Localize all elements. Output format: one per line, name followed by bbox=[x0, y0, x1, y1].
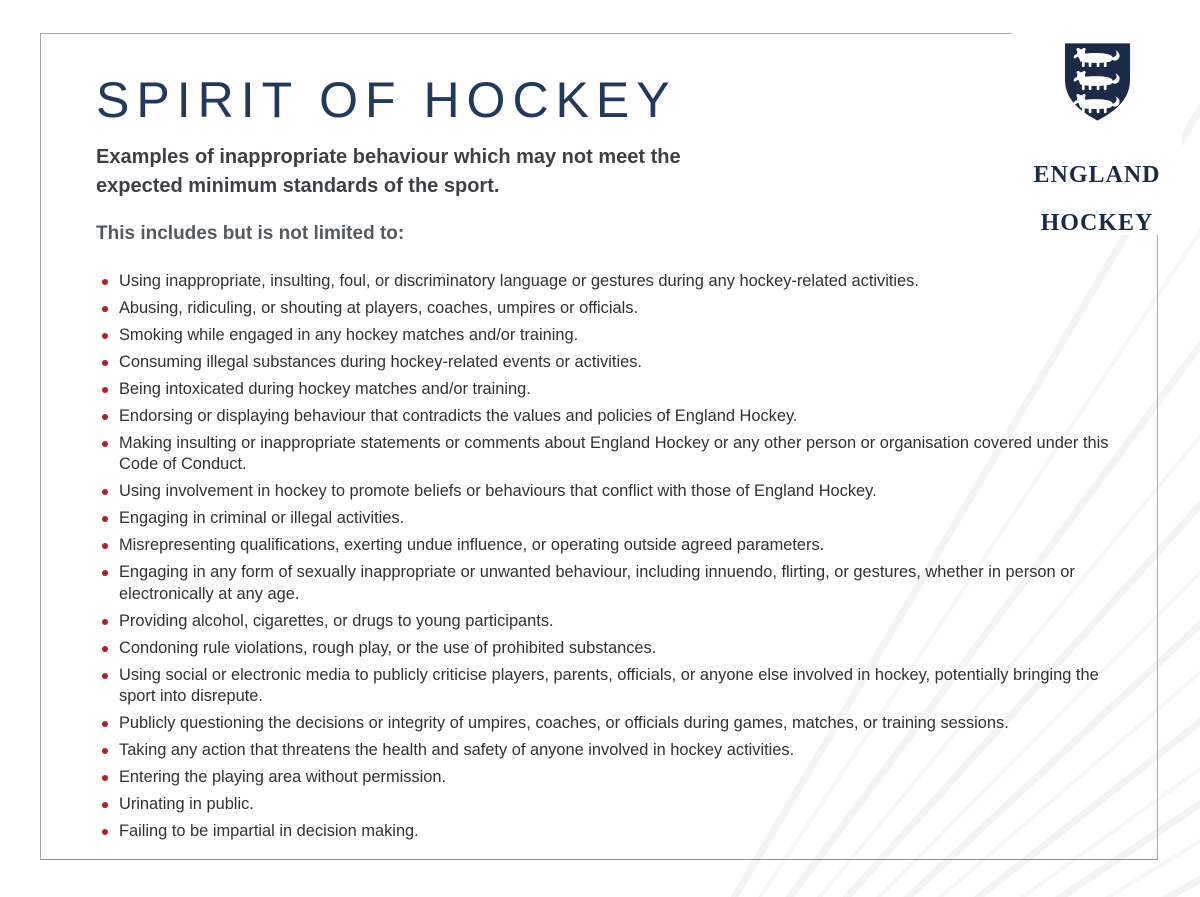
page-subtitle: Examples of inappropriate behaviour which may not meet the expected minimum standards of the sport. bbox=[96, 145, 681, 197]
list-item-text: Abusing, ridiculing, or shouting at players, coaches, umpires or officials. bbox=[119, 298, 638, 317]
list-item-text: Entering the playing area without permission. bbox=[119, 768, 447, 786]
bullet-icon bbox=[102, 619, 108, 625]
list-item bbox=[96, 562, 1113, 605]
list-item-text: Smoking while engaged in any hockey matches and/or training. bbox=[119, 325, 579, 344]
bullet-icon bbox=[102, 673, 108, 679]
list-item bbox=[96, 352, 1113, 374]
bullet-icon bbox=[102, 775, 108, 781]
list-item-text: Consuming illegal substances during hockey-related events or activities. bbox=[119, 352, 642, 371]
list-intro: This includes but is not limited to: bbox=[96, 222, 405, 244]
logo-wordmark bbox=[1033, 139, 1160, 235]
list-item bbox=[96, 508, 1113, 530]
list-item bbox=[96, 271, 1113, 293]
bullet-icon bbox=[102, 802, 108, 808]
bullet-icon bbox=[102, 279, 108, 285]
list-item-text: Endorsing or displaying behaviour that contradicts the values and policies of England Hockey. bbox=[119, 406, 798, 425]
list-item-text: Being intoxicated during hockey matches and/or training. bbox=[119, 379, 531, 398]
list-item bbox=[96, 740, 1113, 762]
bullet-icon bbox=[102, 646, 108, 652]
list-item-text: Engaging in criminal or illegal activities. bbox=[119, 509, 405, 527]
list-item bbox=[96, 379, 1113, 401]
bullet-icon bbox=[102, 306, 108, 312]
bullet-icon bbox=[102, 516, 108, 522]
list-item bbox=[96, 433, 1113, 476]
page-title: SPIRIT OF HOCKEY bbox=[96, 72, 677, 128]
list-item bbox=[96, 821, 1113, 843]
bullet-icon bbox=[102, 829, 108, 835]
bullet-icon bbox=[102, 360, 108, 366]
list-item-text: Condoning rule violations, rough play, or the use of prohibited substances. bbox=[119, 638, 657, 657]
list-item bbox=[96, 481, 1113, 503]
inappropriate-behaviour-list bbox=[96, 271, 1113, 843]
list-item bbox=[96, 638, 1113, 660]
three-lions-shield-icon bbox=[1049, 42, 1146, 122]
list-item-text: Urinating in public. bbox=[119, 795, 254, 813]
list-item bbox=[96, 325, 1113, 347]
bullet-icon bbox=[102, 441, 108, 447]
list-item-text: Making insulting or inappropriate statements or comments about England Hockey or any other person or organisation covered under this Code of Conduct. bbox=[119, 433, 1109, 473]
bullet-icon bbox=[102, 333, 108, 339]
list-item bbox=[96, 535, 1113, 557]
england-hockey-logo bbox=[1012, 0, 1182, 235]
list-item bbox=[96, 665, 1113, 708]
document-page bbox=[40, 33, 1161, 860]
list-item-text: Publicly questioning the decisions or integrity of umpires, coaches, or officials during games, matches, or training sessions. bbox=[119, 714, 1009, 732]
list-item-text: Engaging in any form of sexually inappropriate or unwanted behaviour, including innuendo, flirting, or gestures, whether in person or electronically at any age. bbox=[119, 563, 1075, 603]
bullet-icon bbox=[102, 387, 108, 393]
list-item-text: Failing to be impartial in decision making. bbox=[119, 822, 419, 840]
bullet-icon bbox=[102, 543, 108, 549]
bullet-icon bbox=[102, 748, 108, 754]
list-item bbox=[96, 298, 1113, 320]
list-item-text: Using social or electronic media to publicly criticise players, parents, officials, or anyone else involved in hockey, potentially bringing the sport into disrepute. bbox=[119, 665, 1099, 705]
logo-wordmark-line1: ENGLAND bbox=[1033, 162, 1161, 188]
bullet-icon bbox=[102, 721, 108, 727]
bullet-icon bbox=[102, 414, 108, 420]
bullet-icon bbox=[102, 570, 108, 576]
list-item-text: Taking any action that threatens the health and safety of anyone involved in hockey activities. bbox=[119, 741, 795, 759]
list-item-text: Using involvement in hockey to promote beliefs or behaviours that conflict with those of England Hockey. bbox=[119, 482, 877, 500]
list-item bbox=[96, 767, 1113, 789]
list-item bbox=[96, 713, 1113, 735]
list-item-text: Misrepresenting qualifications, exerting undue influence, or operating outside agreed parameters. bbox=[119, 536, 825, 554]
logo-wordmark-line2: HOCKEY bbox=[1040, 210, 1154, 236]
list-item bbox=[96, 794, 1113, 816]
bullet-icon bbox=[102, 489, 108, 495]
list-item-text: Using inappropriate, insulting, foul, or discriminatory language or gestures during any hockey-related activities. bbox=[119, 271, 919, 290]
list-item bbox=[96, 611, 1113, 633]
list-item bbox=[96, 406, 1113, 428]
list-item-text: Providing alcohol, cigarettes, or drugs to young participants. bbox=[119, 611, 554, 630]
